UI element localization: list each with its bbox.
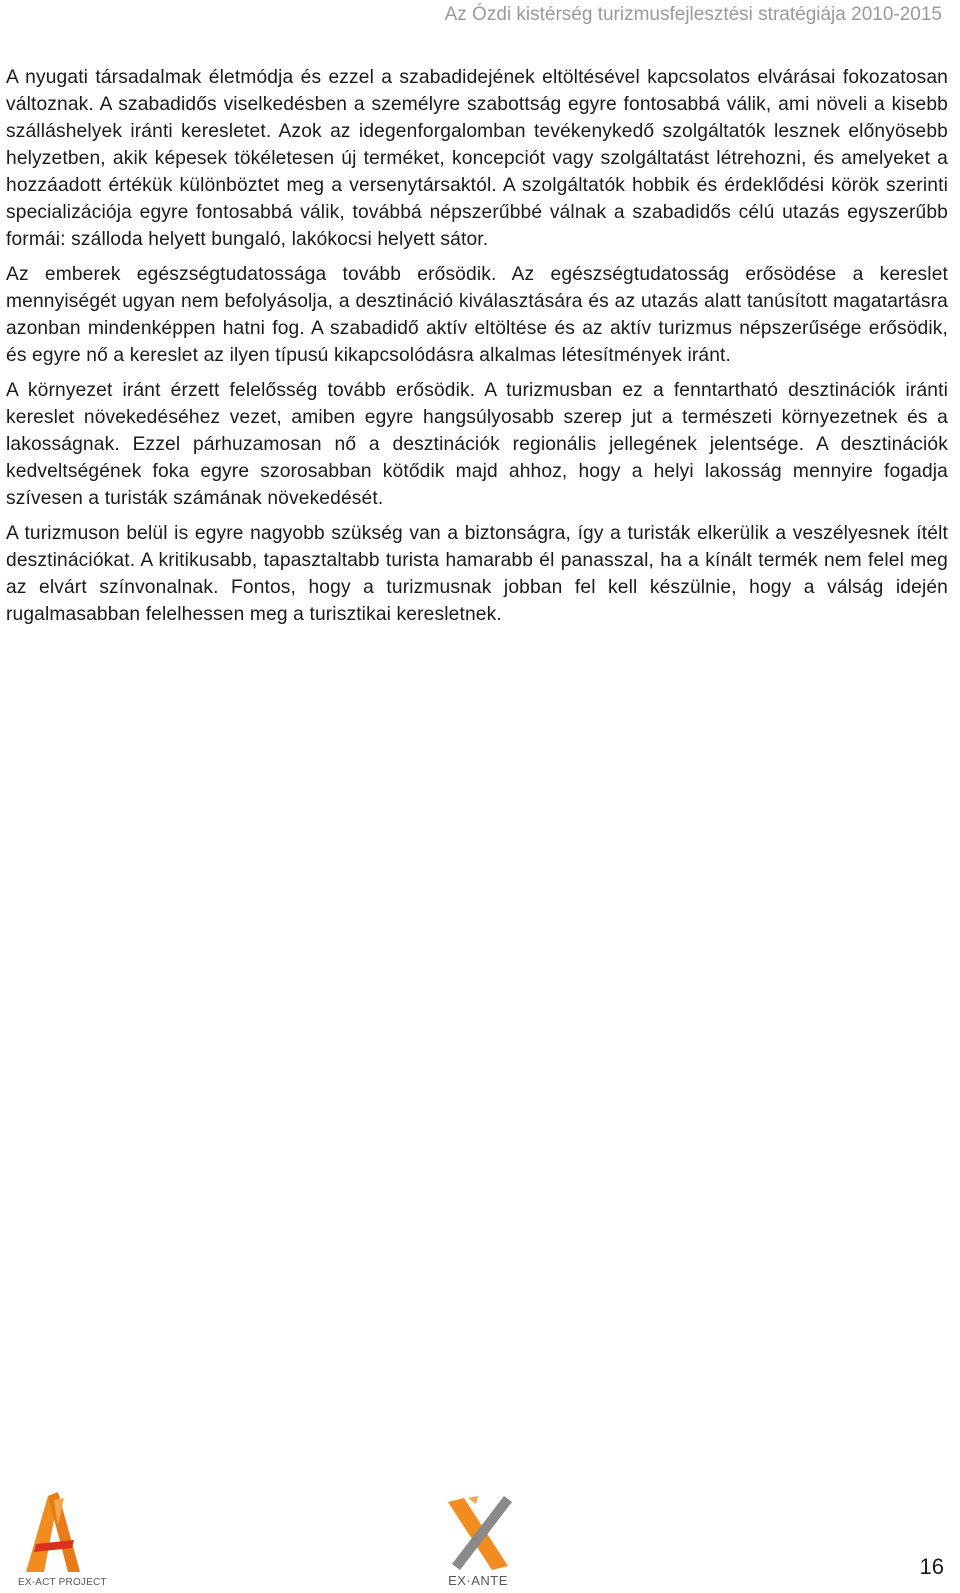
page-number: 16 <box>919 1554 944 1579</box>
paragraph-health: Az emberek egészségtudatossága tovább erősödik. Az egészségtudatosság erősödése a kereslet mennyiségét ugyan nem befolyásolja, a desztináció kiválasztására és az utazás alatt tanúsított magatartásra azonban mindenképpen hatni fog. A szabadidő aktív eltöltése és az aktív turizmus népszerűsége erősödik, és egyre nő a kereslet az ilyen típusú kikapcsolódásra alkalmas létesítmények iránt. <box>6 264 948 366</box>
ex-ante-logo <box>438 1490 518 1590</box>
running-header: Az Ózdi kistérség turizmusfejlesztési stratégiája 2010-2015 <box>444 4 942 25</box>
paragraph-lifestyle: A nyugati társadalmak életmódja és ezzel a szabadidejének eltöltésével kapcsolatos elvárásai fokozatosan változnak. A szabadidős viselkedésben a személyre szabottság egyre fontosabbá válik, ami növeli a kisebb szálláshelyek iránti keresletet. Azok az idegenforgalomban tevékenykedő szolgáltatók lesznek előnyösebb helyzetben, akik képesek tökéletesen új terméket, koncepciót vagy szolgáltatást létrehozni, és amelyeket a hozzáadott értékük különböztet meg a versenytársaktól. A szolgáltatók hobbik és érdeklődési körök szerinti specializációja egyre fontosabbá válik, továbbá népszerűbbé válnak a szabadidős célú utazás egyszerűbb formái: szálloda helyett bungaló, lakókocsi helyett sátor. <box>6 67 948 250</box>
ex-ante-x-icon <box>438 1490 518 1574</box>
paragraph-safety: A turizmuson belül is egyre nagyobb szükség van a biztonságra, így a turisták elkerülik a veszélyesnek ítélt desztinációkat. A kritikusabb, tapasztaltabb turista hamarabb él panasszal, ha a kínált termék nem felel meg az elvárt színvonalnak. Fontos, hogy a turizmusnak jobban fel kell készülnie, hogy a válság idején rugalmasabban felelhessen meg a turisztikai keresletnek. <box>6 523 948 625</box>
page-footer <box>0 1490 960 1593</box>
paragraph-environment: A környezet iránt érzett felelősség tovább erősödik. A turizmusban ez a fenntartható desztinációk iránti kereslet növekedéséhez vezet, amiben egyre hangsúlyosabb szerep jut a természeti környezetnek és a lakosságnak. Ezzel párhuzamosan nő a desztinációk regionális jellegének jelentsége. A desztinációk kedveltségének foka egyre szorosabban kötődik majd ahhoz, hogy a helyi lakosság mennyire fogadja szívesen a turisták számának növekedését. <box>6 380 948 509</box>
exact-a-icon <box>18 1490 98 1574</box>
exact-project-logo <box>18 1490 107 1590</box>
document-body <box>6 64 948 636</box>
center-logo-caption: EX·ANTE <box>448 1573 508 1588</box>
left-logo-caption: EX-ACT PROJECT <box>18 1577 107 1588</box>
